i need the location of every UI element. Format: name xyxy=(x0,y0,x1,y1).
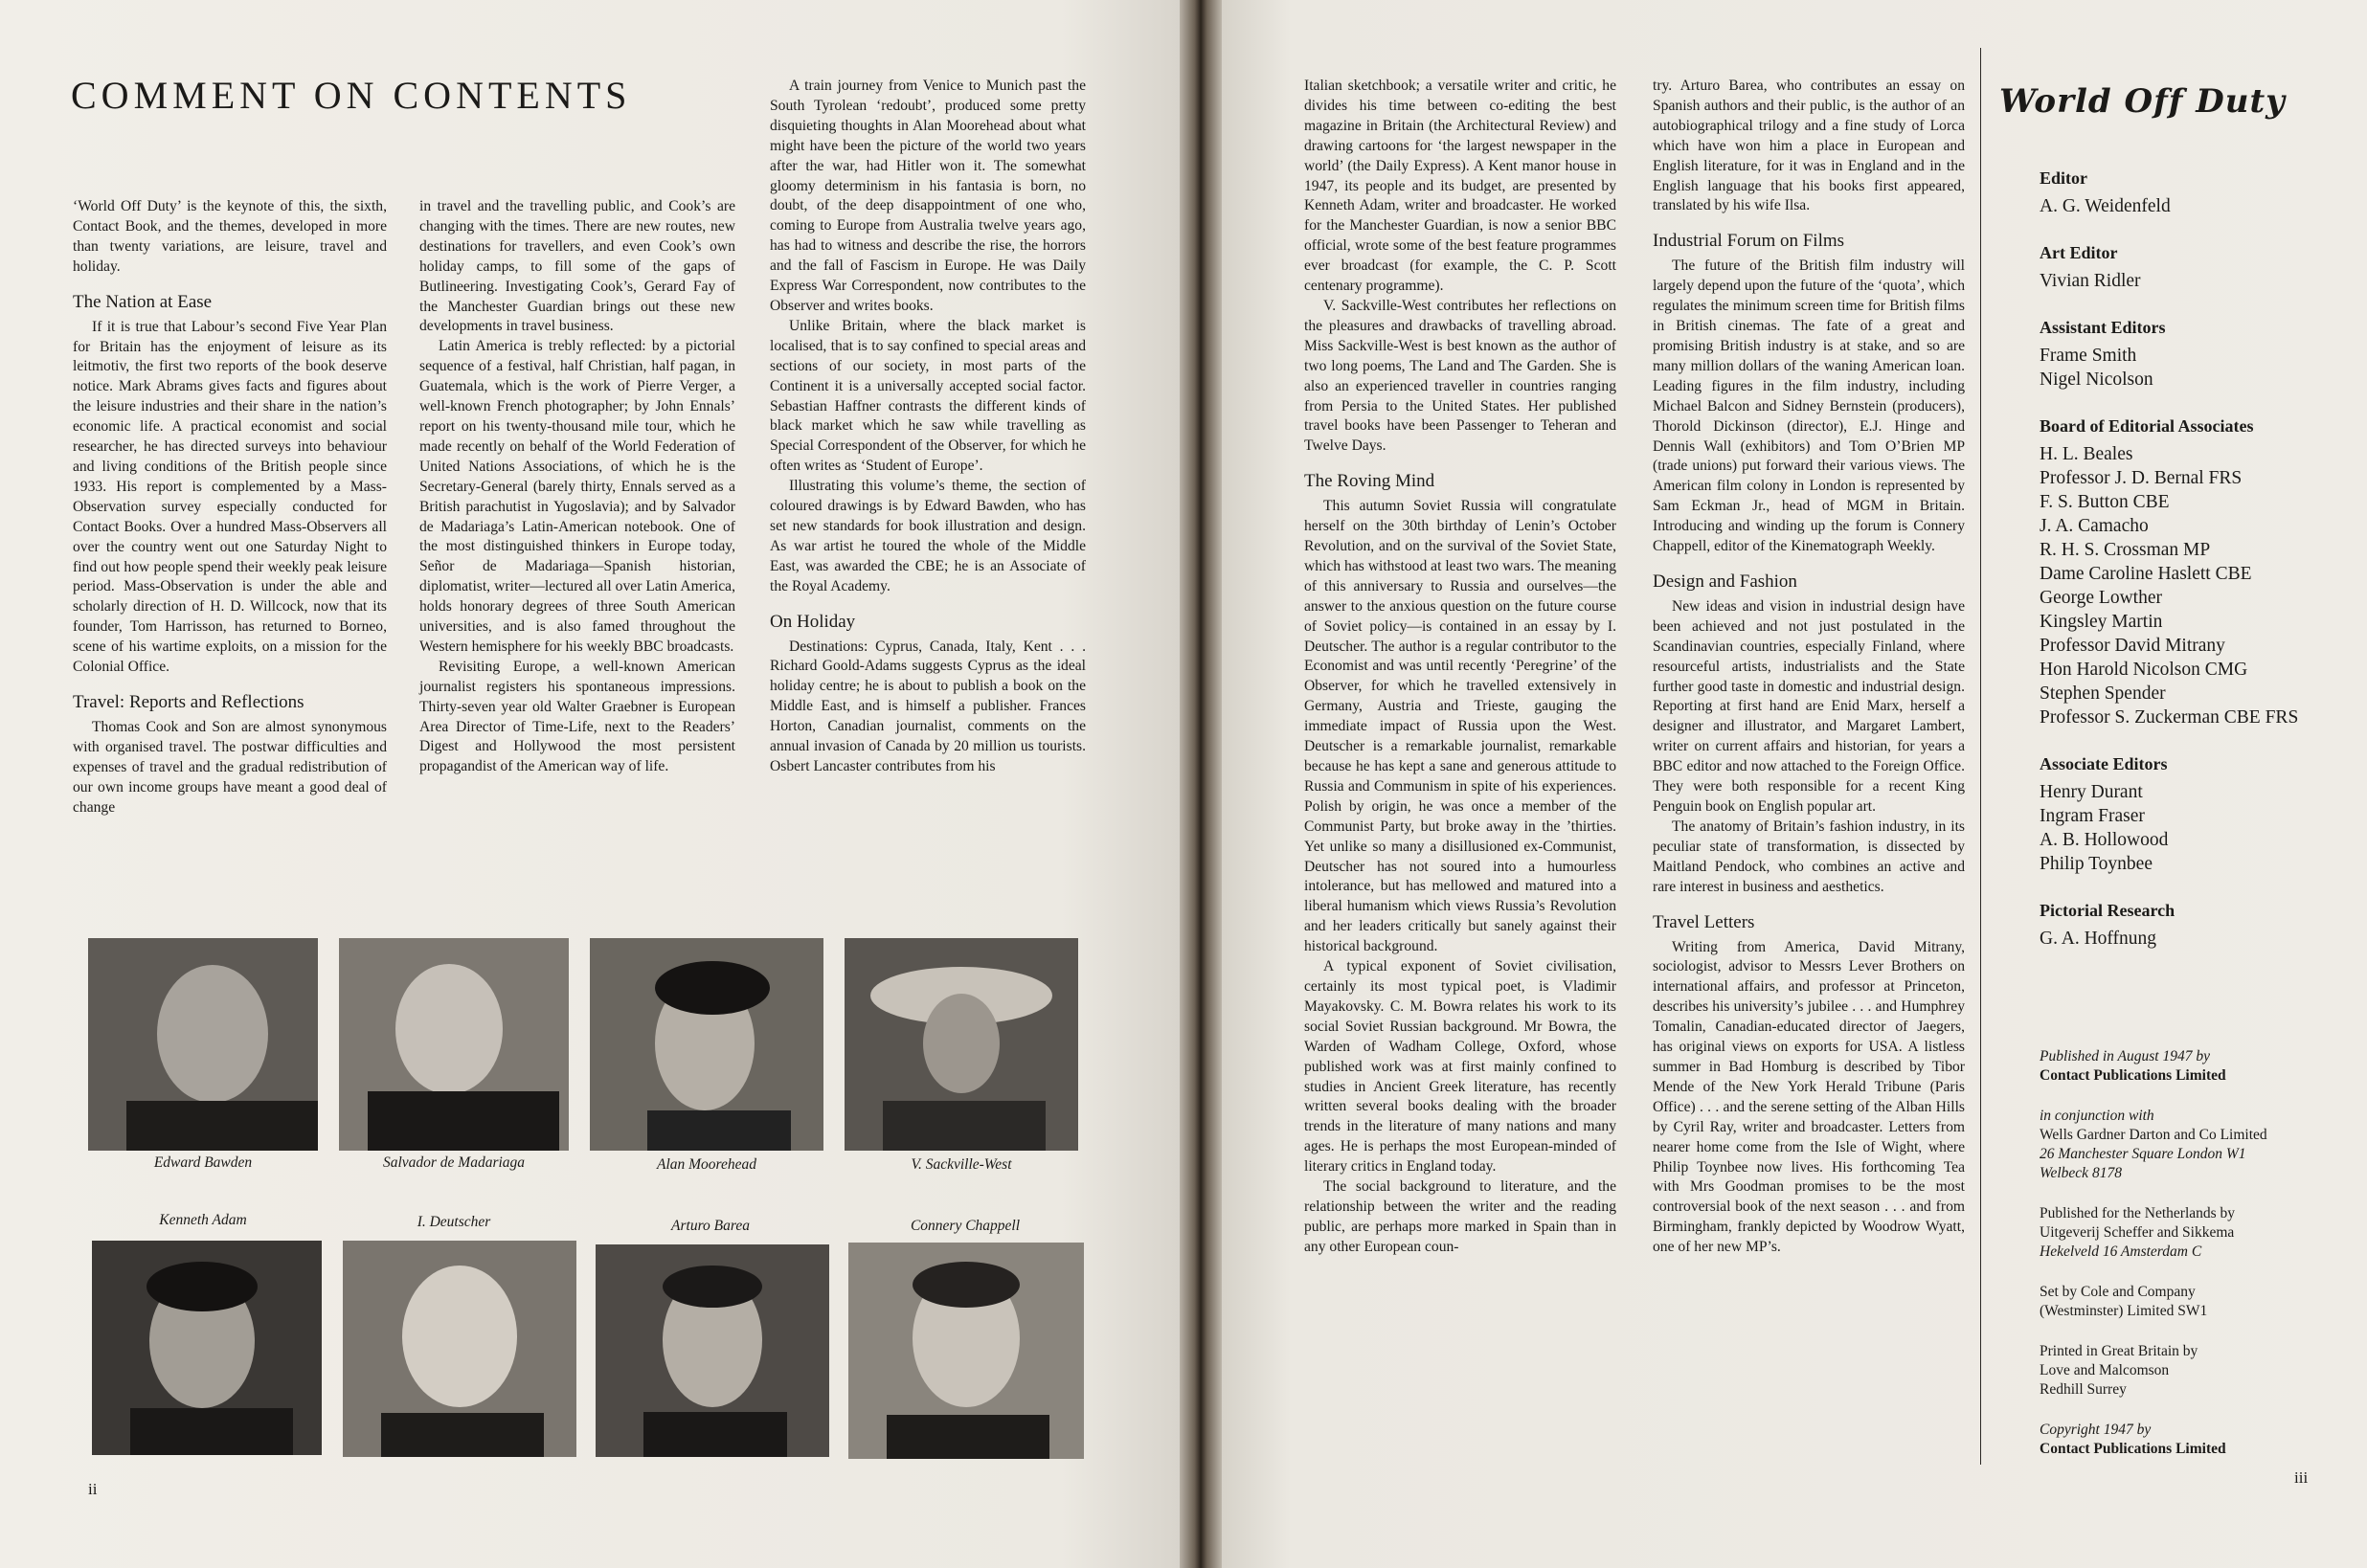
copublisher-address: 26 Manchester Square London W1 xyxy=(2040,1146,2246,1162)
masthead-name: Vivian Ridler xyxy=(2040,271,2141,291)
masthead-name: A. B. Hollowood xyxy=(2040,830,2169,850)
masthead xyxy=(2040,168,2346,975)
copublisher-name: Wells Gardner Darton and Co Limited xyxy=(2040,1127,2267,1143)
book-gutter xyxy=(1180,0,1222,1568)
train-journey-paragraph: A train journey from Venice to Munich past the South Tyrolean ‘redoubt’, produced some pretty disquieting thoughts in Alan Moorehead about what might have been the picture of the world two years after the war, had Hitler won it. The somewhat gloomy determinism in his fantasia is born, no doubt, of the deep disappointment of one who, coming to Europe from Australia twelve years ago, has had to witness and describe the rise, the horrors and the fall of Fascism in Europe. He was Daily Express War Correspondent, now contributes to the Observer and writes books. xyxy=(770,78,1086,314)
masthead-name: Professor David Mitrany xyxy=(2040,636,2225,656)
lancaster-paragraph: Italian sketchbook; a versatile writer and critic, he divides his time between co-editing the best magazine in Britain (the Architectural Review) and drawing cartoons for ‘the largest newspaper in the world’ (the Daily Express). A Kent manor house in 1947, its people and its budget, are presented by Kenneth Adam, writer and broadcaster. He worked for the Manchester Guardian, is now a senior BBC official, wrote some of the best feature programmes ever broadcast (for example, the C. P. Scott centenary programme). xyxy=(1304,78,1616,295)
photo-caption: V. Sackville-West xyxy=(911,1156,1012,1173)
portrait-photo xyxy=(590,938,823,1151)
films-paragraph: The future of the British film industry will largely depend upon the future of the ‘quota’, which regulates the minimum screen time for British films in British cinemas. The fate of a great and promising British industry is at stake, and so are many million dollars of the waning American loan. Leading figures in the film industry, including Michael Balcon and Sidney Bernstein (producers), Thorold Dickinson (director), E.J. Hinge and Dennis Wall (exhibitors) and Tom O’Brien MP (trade unions) put forward their various views. The American film colony in London is represented by Sam Eckman Jr., head of MGM in Britain. Introducing and winding up the forum is Connery Chappell, editor of the Kinematograph Weekly. xyxy=(1653,258,1965,555)
page-title: COMMENT ON CONTENTS xyxy=(71,74,632,117)
portrait-photo xyxy=(92,1241,322,1455)
masthead-name: Philip Toynbee xyxy=(2040,854,2153,874)
barea-paragraph: try. Arturo Barea, who contributes an essay on Spanish authors and their public, is the author of an autobiographical trilogy and a fine study of Lorca which have won him a place in European and English literature, for it was in England and in the English language that his books first appeared, translated by his wife Ilsa. xyxy=(1653,78,1965,214)
masthead-name: Nigel Nicolson xyxy=(2040,370,2153,390)
drawings-paragraph: Illustrating this volume’s theme, the section of coloured drawings is by Edward Bawden, who has set new standards for book illustration and design. As war artist he toured the whole of the Middle East, was awarded the CBE; he is an Associate of the Royal Academy. xyxy=(770,478,1086,594)
masthead-section xyxy=(2040,168,2346,218)
portrait-photo xyxy=(848,1243,1084,1459)
netherlands-address: Hekelveld 16 Amsterdam C xyxy=(2040,1243,2202,1260)
photo-caption: Edward Bawden xyxy=(153,1154,253,1171)
typesetter-name: (Westminster) Limited SW1 xyxy=(2040,1303,2208,1319)
masthead-heading: Board of Editorial Associates xyxy=(2040,416,2254,436)
masthead-section xyxy=(2040,318,2346,392)
masthead-heading: Associate Editors xyxy=(2040,754,2168,773)
left-page xyxy=(0,0,1180,1568)
page-number: iii xyxy=(2294,1468,2309,1487)
masthead-heading: Art Editor xyxy=(2040,243,2118,262)
photo-caption: Connery Chappell xyxy=(910,1218,1021,1234)
typesetter-line: Set by Cole and Company xyxy=(2040,1284,2196,1300)
column-rule xyxy=(1980,48,1981,1465)
heading-travel-letters: Travel Letters xyxy=(1653,911,1755,932)
portrait-photo xyxy=(845,938,1078,1151)
masthead-name: Stephen Spender xyxy=(2040,683,2166,704)
fashion-paragraph: The anatomy of Britain’s fashion industry, in its peculiar state of transformation, is dissected by Maitland Pendock, who combines an active and rare interest in business and aesthetics. xyxy=(1653,818,1965,895)
masthead-name: Frame Smith xyxy=(2040,346,2137,366)
black-market-paragraph: Unlike Britain, where the black market is localised, that is to say confined to special areas and sections of our society, in most parts of the Continent it is a universally accepted social factor. Sebastian Haffner contrasts the different kinds of black market which he saw while travelling as Special Correspondent of the Observer, for which he often writes as ‘Student of Europe’. xyxy=(770,317,1086,475)
heading-travel-reports: Travel: Reports and Reflections xyxy=(73,691,304,712)
left-column-3 xyxy=(770,77,1086,777)
latin-america-paragraph: Latin America is trebly reflected: by a pictorial sequence of a festival, half Christian, half pagan, in Guatemala, which is the work of Pierre Verger, a well-known French photographer; by John Ennals’ report on his twenty-thousand mile tour, which he made recently on behalf of the World Federation of United Nations Associations, of which he is the Secretary-General (barely thirty, Ennals served as a British parachutist in Yugoslavia); and by Salvador de Madariaga’s Latin-American notebook. One of the most distinguished thinkers in Europe today, Señor de Madariaga—Spanish historian, diplomatist, writer—lectured all over Latin America, holds honorary degrees of three South American universities, and is also famed throughout the Western hemisphere for his weekly BBC broadcasts. xyxy=(419,338,735,655)
portrait-photo xyxy=(339,938,569,1151)
mayakovsky-paragraph: A typical exponent of Soviet civilisation, certainly its most typical poet, is Vladimir Mayakovsky. C. M. Bowra relates his work to its social Soviet Russian background. Mr Bowra, the Warden of Wadham College, Oxford, whose published work was at first mainly confined to studies in Ancient Greek literature, has recently written several books dealing with the broader trends in the literature of many nations and many ages. He is perhaps the most European-minded of literary critics in England today. xyxy=(1304,958,1616,1176)
masthead-name: Henry Durant xyxy=(2040,782,2143,802)
masthead-section xyxy=(2040,416,2346,729)
letters-paragraph: Writing from America, David Mitrany, sociologist, advisor to Messrs Lever Brothers on international affairs, and professor at Princeton, describes his university’s jubilee . . . and Humphrey Tomalin, Canadian-educated director of Jaegers, has original views on exports for USA. A listless summer in Bad Homburg is described by Tibor Mende of the New York Herald Tribune (Paris Office) . . . and the serene setting of the Alban Hills by Cyril Ray, writer and broadcaster. Letters from nearer home come from the Isle of Wight, where Philip Toynbee now lives. His forthcoming Tea with Mrs Goodman promises to be the most controversial book of the next season . . . and from Birmingham, frankly depicted by Woodrow Wyatt, one of her new MP’s. xyxy=(1653,938,1965,1256)
left-column-1 xyxy=(73,197,387,818)
page-number: ii xyxy=(88,1480,98,1498)
conjunction-line: in conjunction with xyxy=(2040,1108,2154,1124)
portrait-photo xyxy=(343,1241,576,1457)
masthead-section xyxy=(2040,243,2346,293)
nation-paragraph: If it is true that Labour’s second Five Year Plan for Britain has the enjoyment of leisure as its leitmotiv, the first two reports of the book deserve notice. Mark Abrams gives facts and figures about the leisure industries and their share in the nation’s economic life. A practical economist and social researcher, he has directed surveys into behaviour and living conditions of the British people since 1933. His report is complemented by a Mass-Observation survey especially conducted for Contact Books. Over a hundred Mass-Observers all over the country went out one Saturday Night to find out how people spend their weekly peak leisure period. Mass-Observation is under the able and scholarly direction of H. D. Willcock, now that its founder, Tom Harrisson, has returned to Borneo, scene of his wartime exploits, on a mission for the Colonial Office. xyxy=(73,318,387,676)
photo-caption: Kenneth Adam xyxy=(159,1212,247,1228)
portrait-photo xyxy=(88,938,318,1151)
travel-paragraph: Thomas Cook and Son are almost synonymous with organised travel. The postwar difficulties and expenses of travel and the gradual redistribution of our own income groups have meant a good deal of change xyxy=(73,718,387,816)
photo-caption: Salvador de Madariaga xyxy=(382,1154,526,1171)
masthead-name: George Lowther xyxy=(2040,588,2162,608)
published-line: Published in August 1947 by xyxy=(2040,1048,2210,1064)
world-off-duty-logo: World Off Duty xyxy=(1999,82,2286,121)
copublisher-phone: Welbeck 8178 xyxy=(2040,1165,2122,1181)
masthead-heading: Editor xyxy=(2040,168,2088,188)
masthead-section xyxy=(2040,754,2346,876)
heading-roving-mind: The Roving Mind xyxy=(1304,471,1435,492)
cooks-paragraph: in travel and the travelling public, and Cook’s are changing with the times. There are new routes, new destinations for travellers, and even Cook’s own holiday camps, to fill some of the gaps of Butlineering. Investigating Cook’s, Gerard Fay of the Manchester Guardian brings out these new developments in travel business. xyxy=(419,198,735,335)
netherlands-publisher: Uitgeverij Scheffer and Sikkema xyxy=(2040,1224,2235,1241)
masthead-name: Professor J. D. Bernal FRS xyxy=(2040,468,2243,488)
soviet-paragraph: This autumn Soviet Russia will congratulate herself on the 30th birthday of Lenin’s October Revolution, and on the survival of the Soviet State, which has withstood at least two wars. The meaning of this anniversary to Russia and ourselves—the answer to the anxious question on the future course of Soviet policy—is contained in an essay by I. Deutscher. The author is a regular contributor to the Economist and was until recently ‘Peregrine’ of the Observer, for which he travelled extensively in Germany, Austria and Trieste, gauging the immediate impact of Russia upon the West. Deutscher is a remarkable journalist, remarkable because he has kept a sane and generous attitude to Russia and Communism in spite of his experiences. Polish by origin, he was once a member of the Communist Party, but broke away in the ’thirties. Yet unlike so many a disillusioned ex-Communist, Deutscher has not soured into a humourless intolerance, but has mellowed and matured into a liberal humanism which views Russia’s Revolution and her leaders critically but sanely against their historical background. xyxy=(1304,498,1616,955)
printer-name: Love and Malcomson xyxy=(2040,1362,2170,1378)
left-column-2 xyxy=(419,197,735,777)
masthead-name: R. H. S. Crossman MP xyxy=(2040,540,2211,560)
portrait-photo xyxy=(596,1244,829,1457)
social-background-paragraph: The social background to literature, and the relationship between the writer and the reading public, are perhaps more marked in Spain than in any other European coun- xyxy=(1304,1178,1616,1255)
masthead-name: Ingram Fraser xyxy=(2040,806,2145,826)
intro-paragraph: ‘World Off Duty’ is the keynote of this, the sixth, Contact Book, and the themes, developed in more than twenty variations, are leisure, travel and holiday. xyxy=(73,198,387,275)
masthead-heading: Pictorial Research xyxy=(2040,901,2175,920)
publication-details xyxy=(2040,1047,2346,1480)
masthead-name: Dame Caroline Haslett CBE xyxy=(2040,564,2252,584)
photo-caption: I. Deutscher xyxy=(417,1214,491,1230)
heading-on-holiday: On Holiday xyxy=(770,611,856,632)
masthead-section xyxy=(2040,901,2346,951)
right-column-2 xyxy=(1653,77,1965,1258)
masthead-name: H. L. Beales xyxy=(2040,444,2133,464)
masthead-name: A. G. Weidenfeld xyxy=(2040,196,2171,216)
netherlands-line: Published for the Netherlands by xyxy=(2040,1205,2236,1221)
masthead-heading: Assistant Editors xyxy=(2040,318,2166,337)
masthead-name: Professor S. Zuckerman CBE FRS xyxy=(2040,707,2299,728)
masthead-name: G. A. Hoffnung xyxy=(2040,929,2157,949)
publisher-name: Contact Publications Limited xyxy=(2040,1067,2226,1084)
masthead-name: F. S. Button CBE xyxy=(2040,492,2170,512)
design-paragraph: New ideas and vision in industrial design have been achieved and not just postulated in the Scandinavian countries, especially Finland, where resourceful artists, industrialists and the State further good taste in domestic and industrial design. Reporting at first hand are Enid Marx, herself a designer and illustrator, and Margaret Lambert, writer on current affairs and historian, for years a BBC editor and now attached to the Foreign Office. They were both responsible for a recent King Penguin book on English popular art. xyxy=(1653,597,1965,815)
copyright-line: Copyright 1947 by xyxy=(2040,1422,2152,1438)
masthead-name: Hon Harold Nicolson CMG xyxy=(2040,660,2248,680)
heading-industrial-forum: Industrial Forum on Films xyxy=(1653,231,1845,252)
masthead-name: Kingsley Martin xyxy=(2040,612,2163,632)
photo-caption: Arturo Barea xyxy=(671,1218,750,1234)
printer-line: Printed in Great Britain by xyxy=(2040,1343,2198,1359)
right-column-1 xyxy=(1304,77,1616,1258)
photo-caption: Alan Moorehead xyxy=(656,1156,757,1173)
revisiting-europe-paragraph: Revisiting Europe, a well-known American journalist registers his spontaneous impressions. Thirty-seven year old Walter Graebner is European Area Director of Time-Life, next to the Readers’ Digest and Hollywood the most persistent propagandist of the American way of life. xyxy=(419,658,735,775)
masthead-name: J. A. Camacho xyxy=(2040,516,2149,536)
heading-design-fashion: Design and Fashion xyxy=(1653,571,1797,592)
heading-nation-at-ease: The Nation at Ease xyxy=(73,291,213,312)
printer-location: Redhill Surrey xyxy=(2040,1381,2127,1398)
copyright-holder: Contact Publications Limited xyxy=(2040,1441,2226,1457)
sackville-west-paragraph: V. Sackville-West contributes her reflections on the pleasures and drawbacks of travelling abroad. Miss Sackville-West is best known as the author of two long poems, The Land and The Garden. She is also an experienced traveller in countries ranging from Persia to the United States. Her published travel books have been Passenger to Teheran and Twelve Days. xyxy=(1304,297,1616,455)
holiday-paragraph: Destinations: Cyprus, Canada, Italy, Kent . . . Richard Goold-Adams suggests Cyprus as the ideal holiday centre; he is about to publish a book on the Middle East, and is himself a publisher. Frances Horton, Canadian journalist, comments on the annual invasion of Canada by 20 million us tourists. Osbert Lancaster contributes from his xyxy=(770,638,1086,774)
